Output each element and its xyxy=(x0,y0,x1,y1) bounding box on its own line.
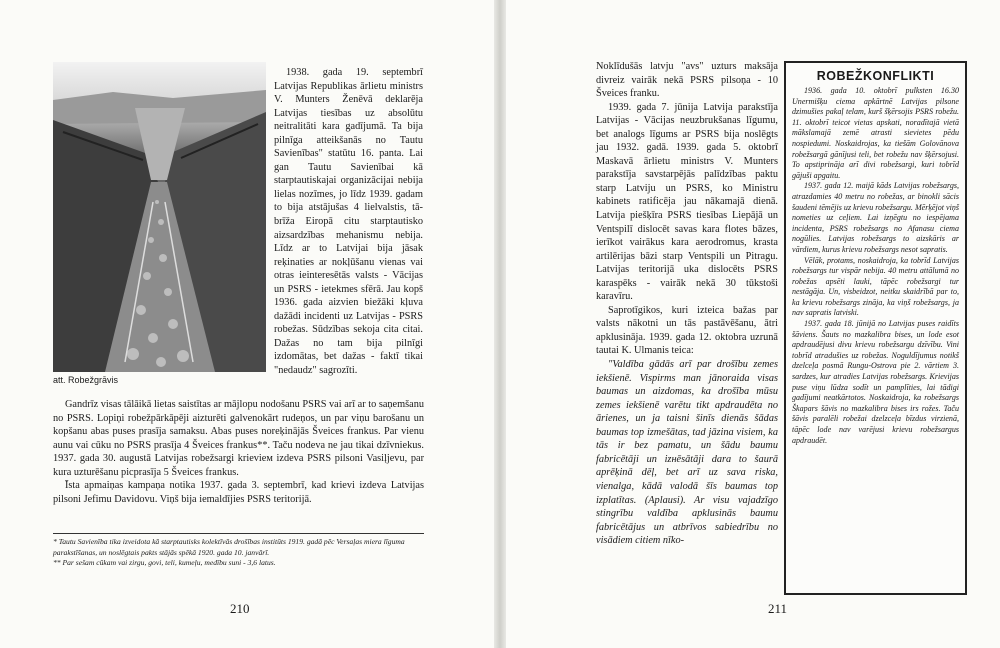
sidebar-paragraph: 1937. gada 12. maijā kāds Latvijas robežsargs, atrazdamies 40 metru no robežas, ar binokli sācis šaudeni tēmējis uz krievu robežsargu. Mērķējot viņš nometies uz ceļiem. Lai izņēgtu no iespējama incidenta, PSRS robežsargs no Afanasu ciema nogūlies. Latvijas robežsargs to aizskāris ar vārdiem, kurus krievu robežsargs nesot sapratis. xyxy=(792,181,959,254)
right-main-column xyxy=(596,60,778,548)
paragraph: 1938. gada 19. septembrī Latvijas Republikas ārlietu ministrs V. Munters Ženēvā deklarēja Latvijas tiesības uz absolūtu neitralitāti kara gadījumā. Ta bija pilnīga atteikšanās no Tautu Savienības" statūtu 16. panta. Lai gan Tautu Savienībai kā starptautiskajai organizācijai nebija lielas nozīmes, jo līdz 1939. gadam to bija atstājušas 4 lielvalstis, tā-brīža Eiropā citu starptautisko aizsardzības mehanismu nebija. Līdz ar to Latvijai bija jāsak reķinaties ar nokļūšanu vienas vai otras ieinteresētās valsts - Vācijas un PSRS - ietekmes sfērā. Jau kopš 1936. gada aizvien biežāki kļuva dažādi incidenti uz Latvijas - PSRS robežas. Sūdzības sekoja cita citai. Dažas no tam bija pilnīgi izdomātas, bet dažas - faktī tikai "nedaudz" sagrozīti. xyxy=(274,67,423,377)
sidebar-paragraph: 1936. gada 10. oktobrī pulksten 16.30 Unermišķu ciema apkārtnē Latvijas pilsone dzimušies pakaļ telam, kurš šķērsojis PSRS robežu. 11. oktobrī teicot vietas apskati, noradītajā vietā mākslamajā zemē atrasti sievietes pēdu nospiedumi. Noskaidrojas, ka tiešām Golovānova robežsargā gānījusi teli, bet robežu nav šķērsojusi. To apstiprināja arī divi robežsargi, kuri tobrīd gājuši apgaitu. xyxy=(792,86,959,180)
footnote: * Tautu Savienība tika izveidota kā starptautisks kolektīvās drošības institūts 1919. gadā pēc Versaļas miera līguma parakstīšanas, un noslēgtais pakts stājās spēkā 1920. gada 10. janvārī. xyxy=(53,537,405,557)
sidebar-title: ROBEŽKONFLIKTI xyxy=(816,69,935,83)
sidebar-text xyxy=(792,86,959,446)
sidebar-paragraph: 1937. gada 18. jūnijā no Latvijas puses raidīts šāviens. Šauts no mazkalibra bises, un lode esot apdraudējusi divu krievu robežsargu dzīvību. Vini tobrīd atradušies uz robežas. Noguldījumus notikš dzelceļa posmā Rungu-Ostrova pie 2. vārtiem 3. sardzes, kur atradies Latvijas robežsargs. Krievijas puse viņu lūdza sodīt un pamplīties, lai tādigi gadījumi neatkārtotos. Noskaidroja, ka robežsargs Škapars šāvis no mazkalibra bises irs rožes. Taču šāvis paralēli robežai dzelzceļa bīzdus virzienā, tāpēc lode nav varējusi krievu robežsargus apdraudēt. xyxy=(792,319,959,445)
paragraph: 1939. gada 7. jūnija Latvija parakstīja Latvijas - Vācijas neuzbrukšanas līgumu, bet analogs līgums ar PSRS bija noslēgts jau 1932. gadā. 1939. gada 5. oktobrī Maskavā ārlietu ministrs V. Munters parakstīja savstarpējās palīdzības paktu starp Latviju un PSRS, ko Ministru kabinets ratificēja jau nākamajā dienā. Latvija piešķīra PSRS tiesības Liepājā un Ventspilī dislocēt savas kara flotes bāzes, ierīkot vairākus kara aerodromus, krasta artilērijas bāzi starp Ventspili un Pitragu. Latvijas teritorijā uka dislocēts PSRS karaspēks - vairāk nekā 30 tūkstoši karavīru. xyxy=(596,101,778,303)
left-top-column xyxy=(274,66,423,378)
footnotes xyxy=(53,537,424,569)
paragraph: Īsta apmaiņas kampaņa notika 1937. gada 3. septembrī, kad krievi izdeva Latvijas pilsoni Jefimu Davidovu. Viņš bija iemaldījies PSRS teritorijā. xyxy=(53,480,424,505)
page-number-right: 211 xyxy=(768,601,788,616)
paragraph: Noklīdušās latvju "avs" uzturs maksāja divreiz vairāk nekā PSRS pilsoņa - 10 Šveices franku. xyxy=(596,61,778,100)
footnote-divider xyxy=(53,533,424,534)
sidebar-box xyxy=(784,61,967,595)
ulmanis-quote: "Valdība gādās arī par drošību zemes iekšienē. Vispirms man jānoraida visas baumas un aizdomas, ka drošība mūsu zemes iekšienē varētu tikt apdraudēta no ārienes, un ja taisni šinīs dienās šādas baumas top izmešātas, tad jāzina visiem, ka tās ir bez pamatu, un šādu baumu fabricētāji un izнēsātāji dara to šaurā aprēķinā dēļ, bet arī uz sava riska, vienalga, kādā valodā šīs baumas top izplatītas. (Aplausi). Ar visu vajadzīgo stingrību valdība apklusinās baumu fabricētājus un atbrīvos sabiedrību no visādiem citiem nīko- xyxy=(596,359,778,547)
page-number-left: 210 xyxy=(230,601,250,616)
paragraph: Saprotīgikos, kuri izteica bažas par valsts nākotni un tās pastāvēšanu, ātri apklusināja. 1939. gada 12. oktobra uzrunā tautai K. Ulmanis teica: xyxy=(596,304,778,357)
border-ditch-photo xyxy=(53,62,266,372)
sidebar-paragraph: Vēlāk, protams, noskaidroja, ka tobrīd Latvijas robežsargs tur vispār nebija. 40 metru attālumā no robežas apsēti lauki, tāpēc robežsargi tur nestāgāja. Un, visbeidzot, neitku skaidrībā par to, ka krievu robežsargs zināja, ka viņš robežsargs, ja nav sapratis latviski. xyxy=(792,255,959,318)
book-gutter xyxy=(494,0,506,648)
left-page xyxy=(0,0,494,648)
photo-illustration xyxy=(53,62,266,372)
right-page xyxy=(506,0,1000,648)
paragraph: Gandrīz visas tālāikā lietas saistītas ar mājlopu nodošanu PSRS vai arī ar to saņemšanu no PSRS. Lopiņi robežpārkāpēji aizturēti galvenokārt rudeņos, un par viņu barošanu un kopšanu abas puses prasīja samaksu. Abas puses noreķinājās Šveices frankus. Par vienu aunu vai cūku no PSRS prasīja 4 Šveices frankus**. Taču nodeva ne jau tikai dzīvniekus. 1937. gada 30. augustā Latvijas robežsargi krievieм izdeva PSRS pilsoni Vasiļjevu, par kura uzturēšanu picprasīja 5 Šveices frankus. xyxy=(53,399,424,478)
left-bottom-text xyxy=(53,398,424,506)
photo-caption: att. Robežgrāvis xyxy=(53,375,119,385)
footnote: ** Par sešam cūkam vai zirgu, govi, teli, kumeļu, medību suni - 3,6 latus. xyxy=(53,558,276,568)
